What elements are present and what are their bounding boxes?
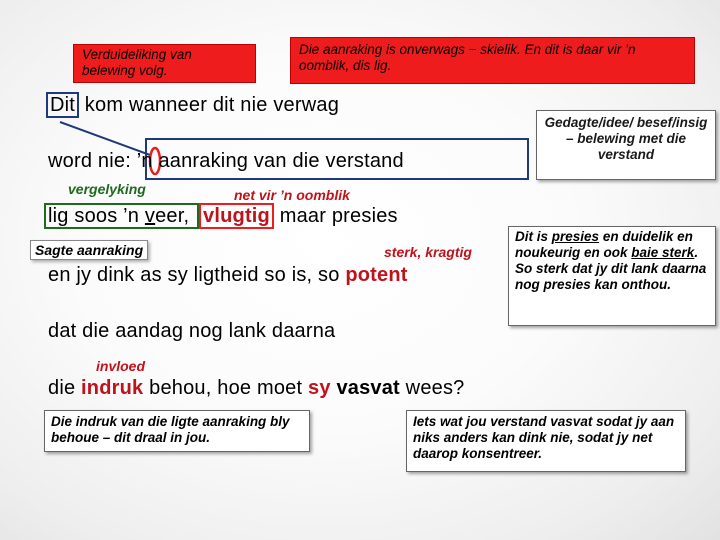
poem-line-2 (48, 150, 404, 173)
poem-line-1-rest: kom wanneer dit nie verwag (79, 94, 340, 116)
poem-line-3-a: lig soos ’n (48, 205, 145, 227)
presies-text-4: baie sterk (631, 245, 695, 260)
poem-line-4-a: en jy dink as sy ligtheid so is, so (48, 264, 346, 286)
poem-line-3-v: v (144, 205, 156, 227)
poem-word-potent: potent (345, 264, 408, 286)
poem-line-3-d: maar presies (273, 205, 398, 227)
poem-line-3 (44, 205, 398, 228)
presies-text-5: . So sterk dat jy dit lank daarna nog presies kan onthou. (515, 245, 707, 292)
poem-line-6-c: behou, hoe moet (143, 377, 309, 399)
poem-line-6-g: wees? (399, 377, 465, 399)
poem-line-3-comparison (44, 203, 199, 229)
poem-line-3-b: eer, (155, 205, 196, 227)
presies-text-2: presies (551, 229, 600, 244)
gedagte-text: Gedagte/idee/ besef/insig – belewing met die verstand (544, 115, 708, 162)
verstand-note (406, 410, 686, 472)
sagte-label (30, 240, 148, 260)
presies-text-1: Dit is (515, 229, 552, 244)
sterk-label: sterk, kragtig (384, 244, 472, 260)
poem-line-6 (48, 377, 465, 400)
poem-line-6-a: die (48, 377, 82, 399)
net-vir-label: net vir ’n oomblik (234, 187, 350, 203)
indruk-text: Die indruk van die ligte aanraking bly behoue – dit draal in jou. (51, 414, 290, 445)
presies-note (508, 226, 716, 326)
poem-word-vlugtig: vlugtig (199, 203, 274, 229)
aanraking-text: Die aanraking is onverwags − skielik. En dit is daar vir ’n oomblik, dis lig. (299, 42, 636, 73)
presies-text-3: en duidelik en noukeurig en ook (515, 229, 693, 260)
verduideliking-text: Verduideliking van belewing volg. (82, 47, 192, 78)
poem-line-2-n: ’n (136, 150, 153, 172)
aanraking-note (290, 37, 695, 84)
poem-line-5-text: dat die aandag nog lank daarna (48, 320, 336, 342)
poem-line-2-a: word nie: (48, 150, 137, 172)
poem-line-1 (46, 94, 339, 117)
poem-line-2-c: aanraking van die verstand (152, 150, 404, 172)
verstand-text: Iets wat jou verstand vasvat sodat jy aan niks anders kan dink nie, sodat jy net daarop konsentreer. (413, 414, 675, 461)
poem-word-dit: Dit (46, 92, 79, 118)
indruk-note (44, 410, 310, 452)
poem-word-sy: sy (308, 377, 331, 399)
gedagte-note (536, 110, 716, 180)
verduideliking-note (73, 44, 256, 83)
vergelyking-label: vergelyking (68, 181, 146, 197)
poem-line-5 (48, 320, 335, 343)
poem-word-indruk: indruk (81, 377, 144, 399)
poem-word-vasvat: vasvat (336, 377, 400, 399)
invloed-label: invloed (96, 358, 146, 374)
sagte-text: Sagte aanraking (35, 242, 144, 258)
poem-line-4 (48, 264, 408, 287)
